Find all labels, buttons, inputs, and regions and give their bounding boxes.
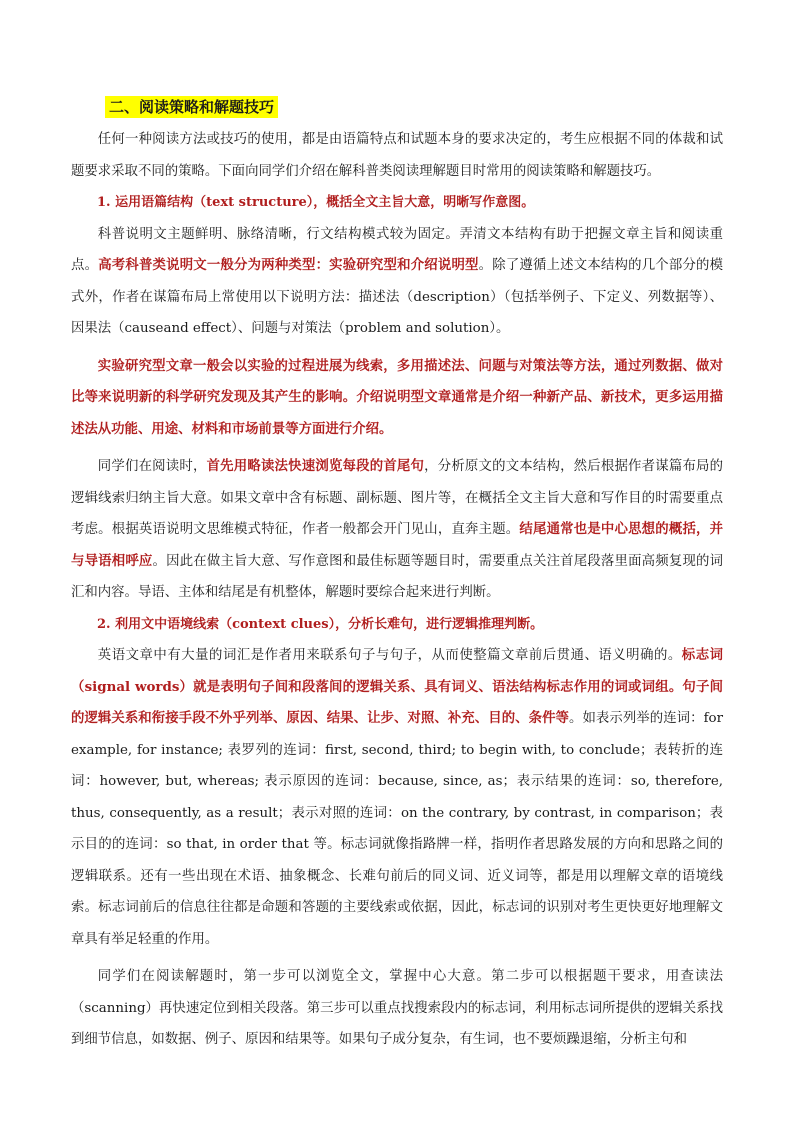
highlighted-text: 标志词（signal words）就是表明句子间和段落间的逻辑关系、具有词义、语法结构标志作用的词或词组。句子间的逻辑关系和衔接手段不外乎列举、原因、结果、让步、对照、补充、目的、条件等 — [71, 647, 723, 726]
paragraph-text: 科普说明文主题鲜明、脉络清晰，行文结构模式较为固定。弄清文本结构有助于把握文章主旨和阅读重点。 — [71, 226, 723, 273]
section-title: 二、阅读策略和解题技巧 — [105, 96, 278, 118]
strategy-heading-2: 2. 利用文中语境线索（context clues），分析长难句，进行逻辑推理判断。 — [97, 616, 544, 632]
strategy-heading-1: 1. 运用语篇结构（text structure），概括全文主旨大意，明晰写作意图。 — [97, 195, 535, 210]
paragraph-text-structure — [71, 219, 723, 345]
highlighted-text: 结尾通常也是中心思想的概括，并与导语相呼应 — [71, 521, 724, 569]
paragraph-text: 同学们在阅读时， — [97, 459, 207, 474]
paragraph-solving-steps: 同学们在阅读解题时，第一步可以浏览全文，掌握中心大意。第二步可以根据题干要求，用查读法（scanning）再快速定位到相关段落。第三步可以重点找搜索段内的标志词，利用标志词所提供的逻辑关系找到细节信息，如数据、例子、原因和结果等。如果句子成分复杂，有生词，也不要烦躁退缩，分析主句和 — [71, 969, 723, 1047]
document-page — [71, 96, 723, 1056]
paragraph-text: 英语文章中有大量的词汇是作者用来联系句子与句子，从而使整篇文章前后贯通、语义明确的。 — [97, 648, 682, 663]
paragraph-reading-approach — [71, 451, 723, 609]
paragraph-article-types: 实验研究型文章一般会以实验的过程进展为线索，多用描述法、问题与对策法等方法，通过列数据、做对比等来说明新的科学研究发现及其产生的影响。介绍说明型文章通常是介绍一种新产品、新技术，更多运用描述法从功能、用途、材料和市场前景等方面进行介绍。 — [71, 357, 723, 437]
paragraph-text: 。如表示列举的连词：for example, for instance; 表罗列的连词：first, second, third; to begin with, to conclude；表转折的连词：however, but, whereas; 表示原因的连词：because, since, as；表示结果的连词：so, therefore, thus, consequently, as a result；表示对照的连词：on the contrary, by contrast, in comparison；表示目的的连词：so that, in order that 等。标志词就像指路牌一样，指明作者思路发展的方向和思路之间的逻辑联系。还有一些出现在术语、抽象概念、长难句前后的同义词、近义词等，都是用以理解文章的语境线索。标志词前后的信息往往都是命题和答题的主要线索或依据，因此，标志词的识别对考生更快更好地理解文章具有举足轻重的作用。 — [71, 711, 723, 947]
paragraph-signal-words — [71, 640, 723, 955]
highlighted-text: 高考科普类说明文一般分为两种类型：实验研究型和介绍说明型 — [98, 257, 479, 273]
paragraph-text: ，分析原文的文本结构，然后根据作者谋篇布局的逻辑线索归纳主旨大意。如果文章中含有标题、副标题、图片等，在概括全文主旨大意和写作目的时需要重点考虑。根据英语说明文思维模式特征，作者一般都会开门见山，直奔主题。 — [71, 459, 724, 537]
intro-paragraph: 任何一种阅读方法或技巧的使用，都是由语篇特点和试题本身的要求决定的，考生应根据不同的体裁和试题要求采取不同的策略。下面向同学们介绍在解科普类阅读理解题目时常用的阅读策略和解题技巧。 — [71, 132, 723, 179]
paragraph-text: 。因此在做主旨大意、写作意图和最佳标题等题目时，需要重点关注首尾段落里面高频复现的词汇和内容。导语、主体和结尾是有机整体，解题时要综合起来进行判断。 — [71, 553, 724, 600]
paragraph-text: 。除了遵循上述文本结构的几个部分的模式外，作者在谋篇布局上常使用以下说明方法：描述法（description）（包括举例子、下定义、列数据等）、因果法（causeand effect）、问题与对策法（problem and solution）。 — [71, 258, 724, 336]
highlighted-text: 首先用略读法快速浏览每段的首尾句 — [206, 458, 425, 474]
